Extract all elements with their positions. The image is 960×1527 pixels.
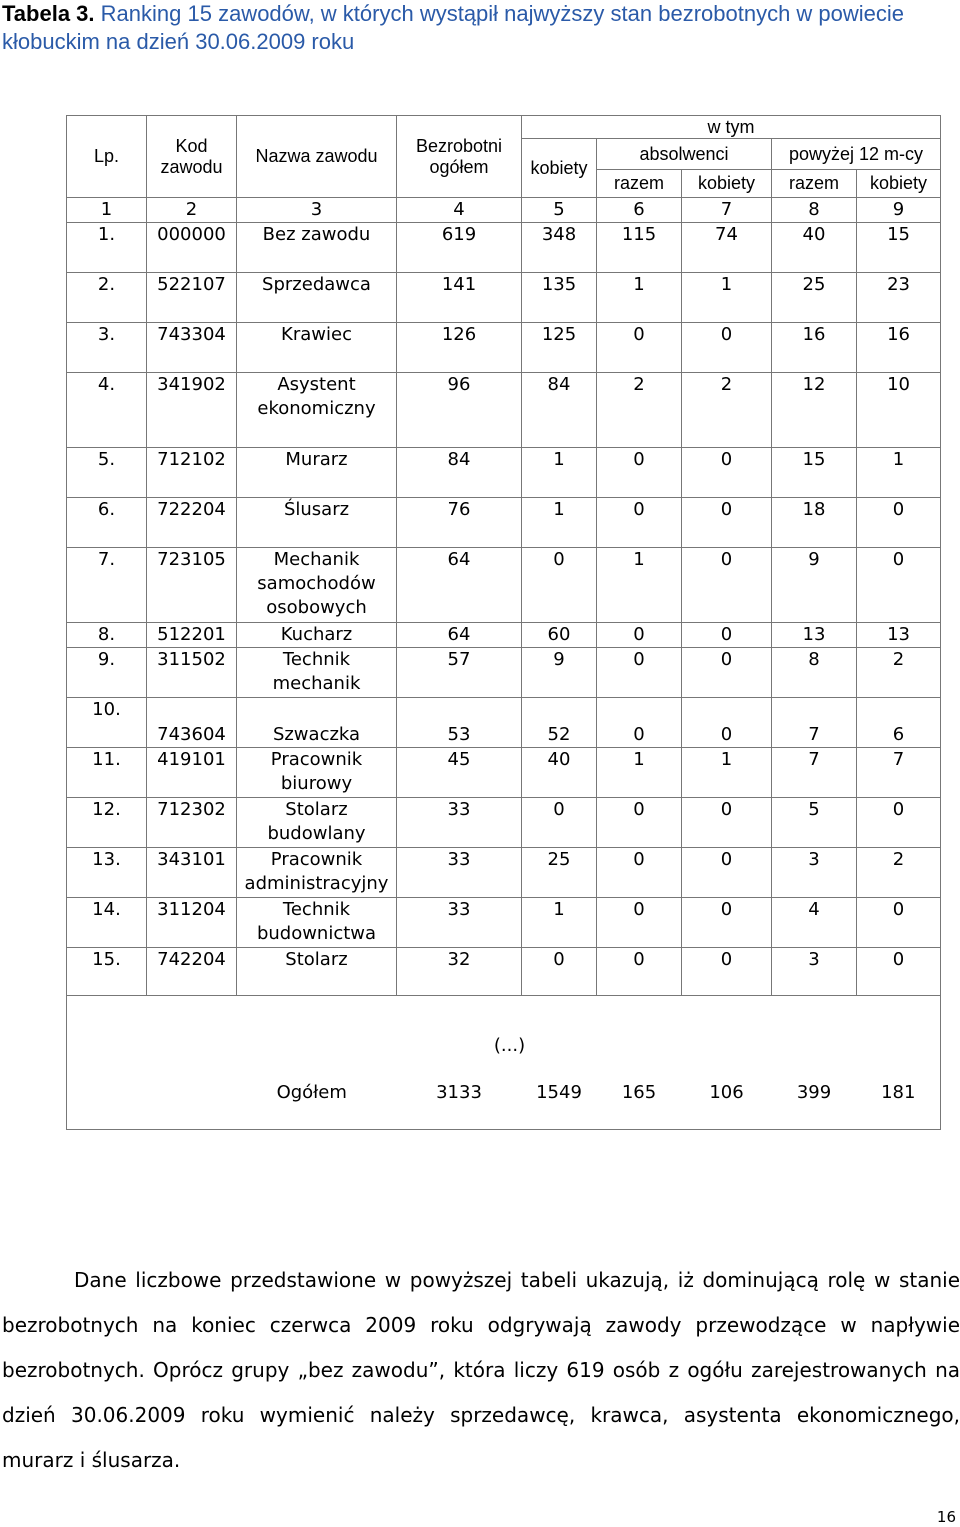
header-kobiety: kobiety xyxy=(522,139,597,198)
table-cell: 40 xyxy=(772,223,857,273)
table-cell: 4 xyxy=(772,898,857,948)
total-row xyxy=(67,1058,941,1130)
table-cell: 0 xyxy=(597,648,682,698)
header-abs-kobiety: kobiety xyxy=(682,170,772,198)
table-cell: Bez zawodu xyxy=(237,223,397,273)
table-cell: Stolarz xyxy=(237,948,397,996)
table-cell: 1 xyxy=(597,548,682,623)
table-cell: 2 xyxy=(857,848,941,898)
table-cell: 0 xyxy=(857,948,941,996)
column-number-row xyxy=(67,198,941,223)
table-cell: 9 xyxy=(772,548,857,623)
table-cell: 8. xyxy=(67,623,147,648)
paragraph-quoted: „bez zawodu” xyxy=(297,1358,439,1382)
table-cell: 0 xyxy=(682,448,772,498)
table-cell: 16 xyxy=(857,323,941,373)
total-label: Ogółem xyxy=(67,1058,397,1130)
table-cell: Szwaczka xyxy=(237,698,397,748)
table-cell: 53 xyxy=(397,698,522,748)
table-cell: 57 xyxy=(397,648,522,698)
table-cell: 13. xyxy=(67,848,147,898)
table-cell: 712302 xyxy=(147,798,237,848)
table-row xyxy=(67,223,941,273)
column-number-cell: 6 xyxy=(597,198,682,223)
table-row xyxy=(67,548,941,623)
header-powyzej: powyżej 12 m-cy xyxy=(772,139,941,170)
table-cell: 343101 xyxy=(147,848,237,898)
table-cell: 722204 xyxy=(147,498,237,548)
table-cell: 1 xyxy=(522,448,597,498)
table-cell: 311502 xyxy=(147,648,237,698)
table-cell: 12 xyxy=(772,373,857,448)
paragraph-part1: Dane liczbowe przedstawione w powyższej tabeli ukazują, iż dominującą rolę w stanie bezrobotnych na koniec czerwca 2009 roku odgrywają zawody przewodzące w napływie bezrobotnych. Oprócz grupy xyxy=(2,1268,960,1382)
table-cell: 0 xyxy=(682,648,772,698)
column-number-cell: 1 xyxy=(67,198,147,223)
table-cell: 0 xyxy=(682,848,772,898)
table-cell: 0 xyxy=(682,948,772,996)
table-cell: 6. xyxy=(67,498,147,548)
table-row xyxy=(67,448,941,498)
total-value: 399 xyxy=(772,1058,857,1130)
table-cell: 0 xyxy=(597,898,682,948)
table-row xyxy=(67,373,941,448)
table-cell: 64 xyxy=(397,623,522,648)
header-lp: Lp. xyxy=(67,116,147,198)
caption-title: Ranking 15 zawodów, w których wystąpił najwyższy stan bezrobotnych w powiecie kłobuckim na dzień 30.06.2009 roku xyxy=(2,1,905,54)
table-cell: 13 xyxy=(772,623,857,648)
table-cell: 25 xyxy=(772,273,857,323)
table-cell: 8 xyxy=(772,648,857,698)
column-number-cell: 7 xyxy=(682,198,772,223)
table-cell: 0 xyxy=(857,798,941,848)
table-cell: 0 xyxy=(597,798,682,848)
table-cell: 7. xyxy=(67,548,147,623)
table-cell: Technik mechanik xyxy=(237,648,397,698)
table-cell: 16 xyxy=(772,323,857,373)
total-value: 1549 xyxy=(522,1058,597,1130)
table-cell: 0 xyxy=(597,498,682,548)
table-cell: 2 xyxy=(682,373,772,448)
table-cell: 0 xyxy=(597,623,682,648)
table-cell: 1 xyxy=(522,498,597,548)
table-cell: 0 xyxy=(522,798,597,848)
table-cell: 9 xyxy=(522,648,597,698)
table-cell: 25 xyxy=(522,848,597,898)
table-cell: 3 xyxy=(772,948,857,996)
table-cell: 522107 xyxy=(147,273,237,323)
column-number-cell: 8 xyxy=(772,198,857,223)
total-value: 181 xyxy=(857,1058,941,1130)
table-cell: 3 xyxy=(772,848,857,898)
column-number-cell: 4 xyxy=(397,198,522,223)
table-cell: 1 xyxy=(857,448,941,498)
table-cell: Stolarz budowlany xyxy=(237,798,397,848)
table-cell: 5. xyxy=(67,448,147,498)
table-cell: 512201 xyxy=(147,623,237,648)
table-cell: 13 xyxy=(857,623,941,648)
table-cell: 7 xyxy=(772,698,857,748)
table-cell: 10. xyxy=(67,698,147,748)
caption-label: Tabela 3. xyxy=(2,1,95,26)
table-cell: Ślusarz xyxy=(237,498,397,548)
table-cell: 10 xyxy=(857,373,941,448)
table-cell: 33 xyxy=(397,898,522,948)
table-cell: 33 xyxy=(397,848,522,898)
table-cell: 7 xyxy=(857,748,941,798)
table-cell: 1 xyxy=(682,273,772,323)
table-cell: 1 xyxy=(522,898,597,948)
table-cell: 0 xyxy=(682,698,772,748)
header-ogolem: Bezrobotni ogółem xyxy=(397,116,522,198)
total-value: 106 xyxy=(682,1058,772,1130)
table-row xyxy=(67,748,941,798)
table-cell: 4. xyxy=(67,373,147,448)
table-cell: 0 xyxy=(522,548,597,623)
table-cell: 15 xyxy=(772,448,857,498)
table-cell: 60 xyxy=(522,623,597,648)
table-cell: Pracownik biurowy xyxy=(237,748,397,798)
column-number-cell: 9 xyxy=(857,198,941,223)
table-row xyxy=(67,623,941,648)
column-number-cell: 5 xyxy=(522,198,597,223)
table-cell: 141 xyxy=(397,273,522,323)
table-cell: 135 xyxy=(522,273,597,323)
table-cell: 18 xyxy=(772,498,857,548)
table-cell: 45 xyxy=(397,748,522,798)
table-cell: 15. xyxy=(67,948,147,996)
table-cell: Pracownik administracyjny xyxy=(237,848,397,898)
table-cell: 33 xyxy=(397,798,522,848)
table-cell: 0 xyxy=(597,448,682,498)
table-cell: 0 xyxy=(597,698,682,748)
table-cell: 0 xyxy=(682,623,772,648)
table-cell: 40 xyxy=(522,748,597,798)
table-cell: 0 xyxy=(522,948,597,996)
table-cell: 0 xyxy=(597,948,682,996)
header-pow-kobiety: kobiety xyxy=(857,170,941,198)
table-cell: 743304 xyxy=(147,323,237,373)
table-cell: Krawiec xyxy=(237,323,397,373)
table-cell: 6 xyxy=(857,698,941,748)
table-cell: Kucharz xyxy=(237,623,397,648)
table-cell: 9. xyxy=(67,648,147,698)
header-pow-razem: razem xyxy=(772,170,857,198)
ellipsis-cell: (...) xyxy=(67,996,941,1058)
table-row xyxy=(67,273,941,323)
table-row xyxy=(67,798,941,848)
table-row xyxy=(67,898,941,948)
ellipsis-row xyxy=(67,996,941,1058)
table-cell: 11. xyxy=(67,748,147,798)
table-cell: 341902 xyxy=(147,373,237,448)
unemployment-ranking-table xyxy=(66,115,941,1130)
table-caption xyxy=(2,0,952,56)
table-cell: 0 xyxy=(857,898,941,948)
table-cell: 115 xyxy=(597,223,682,273)
page-number: 16 xyxy=(936,1508,956,1526)
table-cell: 348 xyxy=(522,223,597,273)
table-cell: 712102 xyxy=(147,448,237,498)
table-cell: 1 xyxy=(597,273,682,323)
table-cell: 0 xyxy=(597,323,682,373)
table-cell: 5 xyxy=(772,798,857,848)
table-cell: Technik budownictwa xyxy=(237,898,397,948)
table-cell: 2 xyxy=(857,648,941,698)
table-cell: 311204 xyxy=(147,898,237,948)
table-cell: 743604 xyxy=(147,698,237,748)
table-cell: 619 xyxy=(397,223,522,273)
table-cell: 14. xyxy=(67,898,147,948)
table-cell: 742204 xyxy=(147,948,237,996)
table-cell: 96 xyxy=(397,373,522,448)
table-cell: 2. xyxy=(67,273,147,323)
column-number-cell: 3 xyxy=(237,198,397,223)
header-kod: Kod zawodu xyxy=(147,116,237,198)
table-row xyxy=(67,948,941,996)
header-absolwenci: absolwenci xyxy=(597,139,772,170)
table-cell: 32 xyxy=(397,948,522,996)
table-row xyxy=(67,648,941,698)
table-cell: 74 xyxy=(682,223,772,273)
table-row xyxy=(67,498,941,548)
summary-paragraph xyxy=(2,1258,960,1483)
table-cell: Mechanik samochodów osobowych xyxy=(237,548,397,623)
table-cell: 0 xyxy=(857,498,941,548)
table-cell: 0 xyxy=(682,548,772,623)
table-cell: Sprzedawca xyxy=(237,273,397,323)
column-number-cell: 2 xyxy=(147,198,237,223)
table-row xyxy=(67,698,941,748)
table-cell: 52 xyxy=(522,698,597,748)
table-cell: Asystent ekonomiczny xyxy=(237,373,397,448)
table-cell: 1. xyxy=(67,223,147,273)
table-cell: 000000 xyxy=(147,223,237,273)
table-cell: 0 xyxy=(682,898,772,948)
table-cell: 12. xyxy=(67,798,147,848)
table-cell: 3. xyxy=(67,323,147,373)
table-cell: 723105 xyxy=(147,548,237,623)
total-value: 3133 xyxy=(397,1058,522,1130)
header-w-tym: w tym xyxy=(522,116,941,139)
table-cell: 0 xyxy=(857,548,941,623)
table-cell: 15 xyxy=(857,223,941,273)
table-cell: 0 xyxy=(682,498,772,548)
table-cell: 125 xyxy=(522,323,597,373)
table-cell: 84 xyxy=(397,448,522,498)
table-cell: Murarz xyxy=(237,448,397,498)
table-cell: 2 xyxy=(597,373,682,448)
table-cell: 0 xyxy=(682,798,772,848)
total-value: 165 xyxy=(597,1058,682,1130)
table-cell: 0 xyxy=(597,848,682,898)
paragraph-part2: , która liczy 619 osób z ogółu zarejestrowanych na dzień 30.06.2009 roku wymienić należy sprzedawcę, krawca, asystenta ekonomicznego, murarz i ślusarza. xyxy=(2,1358,960,1472)
table-cell: 1 xyxy=(682,748,772,798)
table-cell: 419101 xyxy=(147,748,237,798)
table-cell: 0 xyxy=(682,323,772,373)
table-cell: 64 xyxy=(397,548,522,623)
table-cell: 84 xyxy=(522,373,597,448)
header-abs-razem: razem xyxy=(597,170,682,198)
header-nazwa: Nazwa zawodu xyxy=(237,116,397,198)
table-cell: 1 xyxy=(597,748,682,798)
table-cell: 126 xyxy=(397,323,522,373)
table-row xyxy=(67,848,941,898)
table-cell: 23 xyxy=(857,273,941,323)
table-row xyxy=(67,323,941,373)
table-cell: 7 xyxy=(772,748,857,798)
table-cell: 76 xyxy=(397,498,522,548)
